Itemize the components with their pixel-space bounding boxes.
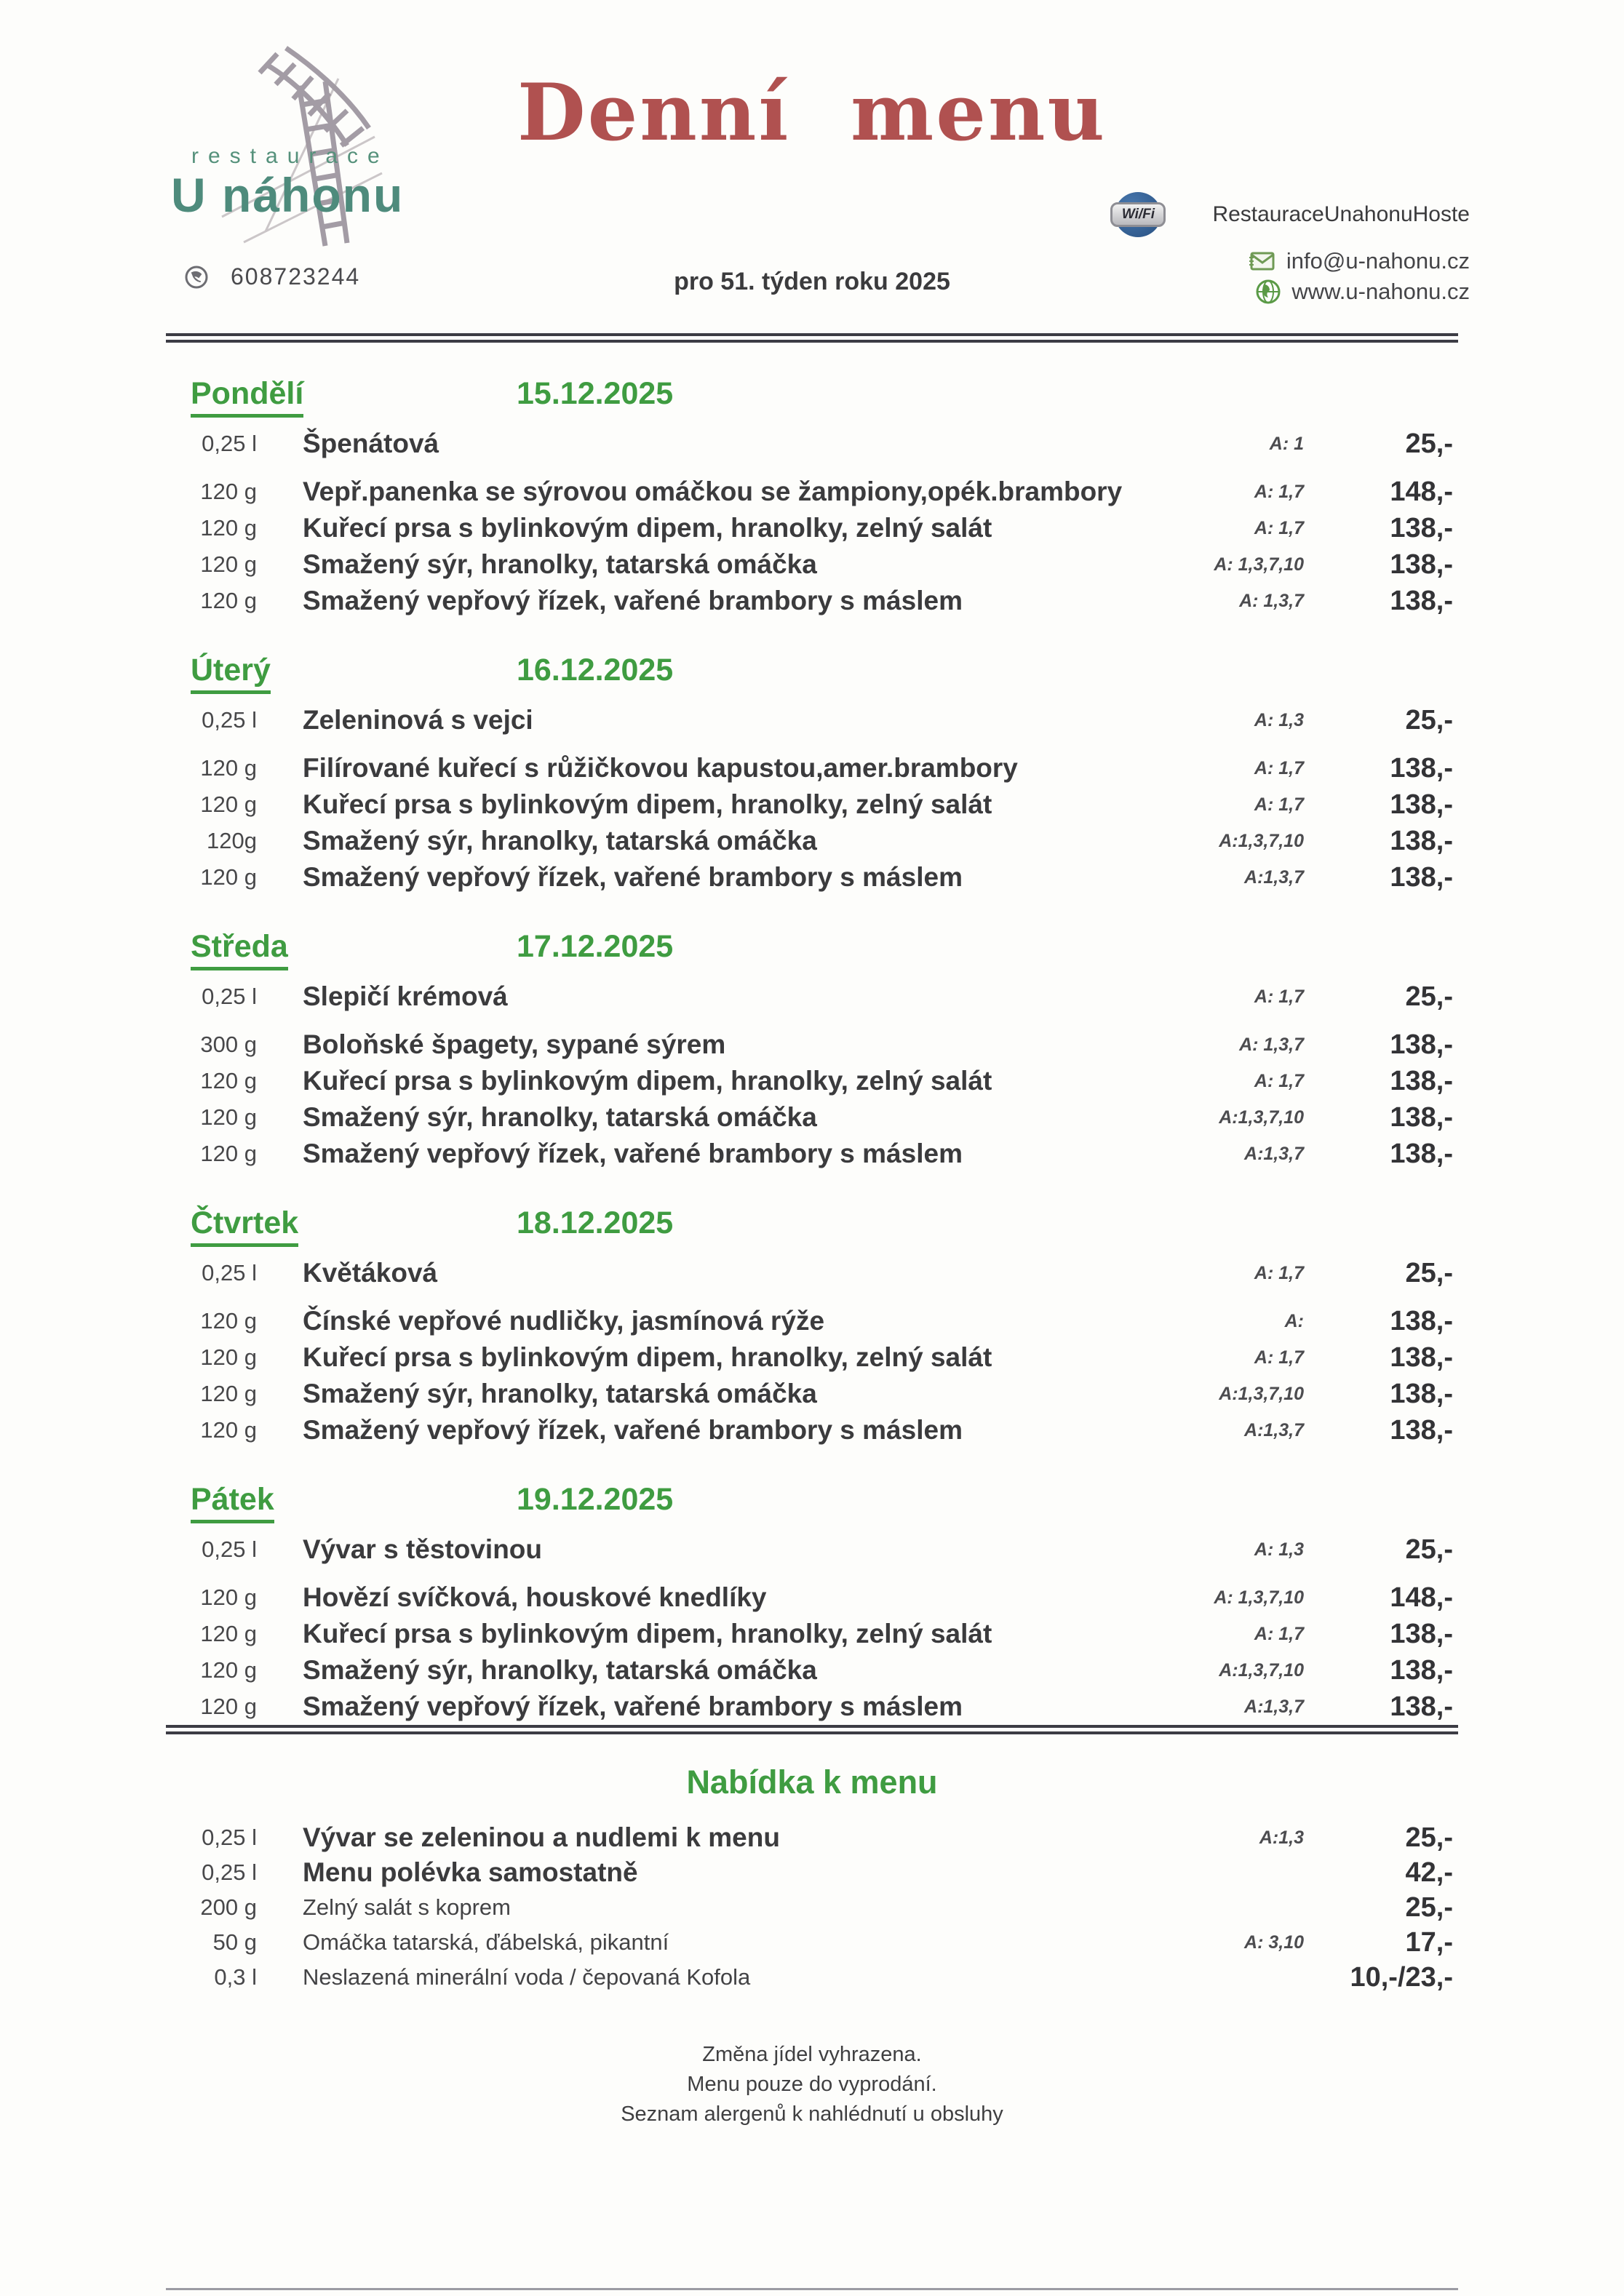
day-header — [171, 896, 1453, 978]
allergens: A: 3,10 — [1244, 1932, 1304, 1953]
wifi-ssid: RestauraceUnahonuHoste — [1212, 202, 1470, 226]
day-section — [171, 1448, 1453, 1725]
main-dish-row — [171, 1027, 1453, 1063]
price: 148,- — [1390, 476, 1453, 507]
price: 10,-/23,- — [1350, 1961, 1453, 1993]
day-date: 19.12.2025 — [517, 1482, 674, 1517]
quantity: 50 g — [212, 1929, 257, 1955]
quantity: 120 g — [200, 1381, 257, 1406]
main-dish-row — [171, 859, 1453, 896]
soup-row — [171, 1255, 1453, 1291]
dish-name: Smažený sýr, hranolky, tatarská omáčka — [303, 1655, 817, 1685]
header-divider — [166, 333, 1458, 343]
main-dish-row — [171, 1339, 1453, 1376]
mains-list — [171, 1579, 1453, 1725]
dish-name: Zelný salát s koprem — [303, 1894, 511, 1920]
dish-name: Smažený sýr, hranolky, tatarská omáčka — [303, 1379, 817, 1408]
quantity: 0,25 l — [202, 984, 257, 1009]
extra-item-row — [171, 1890, 1453, 1925]
extra-item-row — [171, 1960, 1453, 1995]
dish-name: Vývar se zeleninou a nudlemi k menu — [303, 1822, 780, 1852]
allergens: A: 1,7 — [1254, 1347, 1304, 1368]
price: 138,- — [1390, 825, 1453, 856]
dish-name: Kuřecí prsa s bylinkovým dipem, hranolky, zelný salát — [303, 1066, 992, 1096]
day-section — [171, 896, 1453, 1172]
extras-heading: Nabídka k menu — [686, 1763, 938, 1801]
mains-list — [171, 1027, 1453, 1172]
day-section — [171, 1172, 1453, 1448]
dish-name: Vepř.panenka se sýrovou omáčkou se žampiony,opék.brambory — [303, 477, 1123, 506]
day-section — [171, 619, 1453, 896]
day-header — [171, 343, 1453, 426]
quantity: 0,25 l — [202, 1260, 257, 1285]
allergens: A:1,3,7 — [1244, 1143, 1304, 1164]
quantity: 120 g — [200, 1344, 257, 1370]
allergens: A:1,3,7,10 — [1219, 1659, 1304, 1681]
quantity: 0,25 l — [202, 431, 257, 456]
main-dish-row — [171, 786, 1453, 823]
dish-name: Kuřecí prsa s bylinkovým dipem, hranolky, zelný salát — [303, 789, 992, 819]
price: 25,- — [1405, 1892, 1453, 1923]
section-divider — [166, 1725, 1458, 1734]
price: 138,- — [1390, 1305, 1453, 1336]
day-date: 16.12.2025 — [517, 653, 674, 687]
main-dish-row — [171, 1136, 1453, 1172]
quantity: 120 g — [200, 1621, 257, 1646]
price: 25,- — [1405, 1534, 1453, 1565]
dish-name: Smažený sýr, hranolky, tatarská omáčka — [303, 826, 817, 856]
price: 25,- — [1405, 1257, 1453, 1288]
phone-number: 608723244 — [231, 263, 361, 290]
allergens: A: — [1284, 1310, 1304, 1331]
allergens: A: 1,3,7 — [1239, 1034, 1304, 1055]
allergens: A: 1,7 — [1254, 481, 1304, 502]
allergens: A:1,3 — [1259, 1827, 1304, 1848]
bottom-rule — [166, 2288, 1458, 2290]
main-dish-row — [171, 1412, 1453, 1448]
weekly-menu — [171, 343, 1453, 1725]
main-dish-row — [171, 1063, 1453, 1099]
main-dish-row — [171, 510, 1453, 546]
allergens: A: 1,3 — [1254, 1539, 1304, 1560]
main-dish-row — [171, 583, 1453, 619]
price: 25,- — [1405, 981, 1453, 1012]
allergens: A: 1,7 — [1254, 517, 1304, 538]
dish-name: Čínské vepřové nudličky, jasmínová rýže — [303, 1306, 825, 1336]
price: 138,- — [1390, 861, 1453, 893]
main-dish-row — [171, 1652, 1453, 1689]
allergens: A:1,3,7,10 — [1219, 1383, 1304, 1404]
soup-row — [171, 978, 1453, 1015]
day-header — [171, 1172, 1453, 1255]
quantity: 200 g — [200, 1894, 257, 1920]
price: 25,- — [1405, 1822, 1453, 1853]
quantity: 0,25 l — [202, 1825, 257, 1850]
allergens: A:1,3,7,10 — [1219, 1107, 1304, 1128]
dish-name: Kuřecí prsa s bylinkovým dipem, hranolky, zelný salát — [303, 1342, 992, 1372]
main-dish-row — [171, 1616, 1453, 1652]
wifi-info — [1110, 191, 1470, 239]
allergens: A: 1 — [1269, 433, 1304, 454]
day-name: Úterý — [191, 653, 271, 694]
dish-name: Omáčka tatarská, ďábelská, pikantní — [303, 1929, 669, 1955]
extra-item-row — [171, 1925, 1453, 1960]
dish-name: Vývar s těstovinou — [303, 1534, 543, 1564]
quantity: 0,3 l — [214, 1964, 257, 1990]
allergens: A: 1,3,7 — [1239, 590, 1304, 611]
day-header — [171, 1448, 1453, 1531]
price: 138,- — [1390, 789, 1453, 820]
price: 138,- — [1390, 1654, 1453, 1686]
dish-name: Smažený vepřový řízek, vařené brambory s máslem — [303, 1139, 963, 1168]
footer-line: Změna jídel vyhrazena. — [702, 2043, 922, 2066]
allergens: A: 1,3,7,10 — [1214, 1587, 1304, 1608]
dish-name: Kuřecí prsa s bylinkovým dipem, hranolky, zelný salát — [303, 513, 992, 543]
mains-list — [171, 474, 1453, 619]
main-dish-row — [171, 474, 1453, 510]
page-title: Denní menu — [517, 67, 1107, 159]
main-dish-row — [171, 750, 1453, 786]
day-header — [171, 619, 1453, 702]
quantity: 120 g — [200, 588, 257, 613]
quantity: 120 g — [200, 864, 257, 890]
allergens: A:1,3,7 — [1244, 1419, 1304, 1440]
dish-name: Menu polévka samostatně — [303, 1857, 638, 1887]
dish-name: Smažený sýr, hranolky, tatarská omáčka — [303, 1102, 817, 1132]
price: 138,- — [1390, 1691, 1453, 1722]
allergens: A: 1,7 — [1254, 986, 1304, 1007]
day-date: 17.12.2025 — [517, 929, 674, 964]
price: 138,- — [1390, 1101, 1453, 1133]
quantity: 120 g — [200, 792, 257, 817]
price: 148,- — [1390, 1582, 1453, 1613]
price: 25,- — [1405, 704, 1453, 736]
day-name: Pondělí — [191, 376, 303, 418]
price: 138,- — [1390, 1138, 1453, 1169]
main-dish-row — [171, 1376, 1453, 1412]
extras-list — [171, 1820, 1453, 1995]
soup-row — [171, 426, 1453, 462]
dish-name: Smažený sýr, hranolky, tatarská omáčka — [303, 549, 817, 579]
quantity: 120 g — [200, 1417, 257, 1443]
main-dish-row — [171, 1579, 1453, 1616]
allergens: A: 1,7 — [1254, 794, 1304, 815]
dish-name: Slepičí krémová — [303, 981, 508, 1011]
price: 138,- — [1390, 512, 1453, 543]
allergens: A: 1,3 — [1254, 709, 1304, 730]
dish-name: Kuřecí prsa s bylinkovým dipem, hranolky, zelný salát — [303, 1619, 992, 1649]
day-name: Čtvrtek — [191, 1205, 298, 1247]
allergens: A:1,3,7 — [1244, 866, 1304, 888]
allergens: A:1,3,7 — [1244, 1696, 1304, 1717]
dish-name: Smažený vepřový řízek, vařené brambory s máslem — [303, 1691, 963, 1721]
extras-section — [171, 1734, 1453, 1995]
quantity: 300 g — [200, 1032, 257, 1057]
allergens: A: 1,3,7,10 — [1214, 554, 1304, 575]
price: 138,- — [1390, 1378, 1453, 1409]
quantity: 120 g — [200, 479, 257, 504]
dish-name: Květáková — [303, 1258, 438, 1288]
quantity: 120 g — [200, 1694, 257, 1719]
main-dish-row — [171, 823, 1453, 859]
price: 25,- — [1405, 428, 1453, 459]
allergens: A:1,3,7,10 — [1219, 830, 1304, 851]
logo-name-text: U náhonu — [171, 168, 405, 222]
day-date: 15.12.2025 — [517, 376, 674, 411]
main-dish-row — [171, 1689, 1453, 1725]
price: 138,- — [1390, 752, 1453, 784]
dish-name: Smažený vepřový řízek, vařené brambory s máslem — [303, 862, 963, 892]
dish-name: Smažený vepřový řízek, vařené brambory s máslem — [303, 1415, 963, 1445]
extra-item-row — [171, 1820, 1453, 1855]
quantity: 120 g — [200, 1308, 257, 1334]
allergens: A: 1,7 — [1254, 1070, 1304, 1091]
quantity: 120 g — [200, 1068, 257, 1093]
price: 138,- — [1390, 585, 1453, 616]
quantity: 120 g — [200, 515, 257, 541]
quantity: 120 g — [200, 1141, 257, 1166]
main-dish-row — [171, 1303, 1453, 1339]
dish-name: Neslazená minerální voda / čepovaná Kofola — [303, 1964, 751, 1990]
quantity: 120 g — [200, 755, 257, 781]
week-subtitle: pro 51. týden roku 2025 — [674, 268, 950, 295]
quantity: 0,25 l — [202, 1536, 257, 1562]
dish-name: Hovězí svíčková, houskové knedlíky — [303, 1582, 767, 1612]
quantity: 120 g — [200, 1657, 257, 1683]
footer-line: Seznam alergenů k nahlédnutí u obsluhy — [621, 2102, 1003, 2126]
dish-name: Filírované kuřecí s růžičkovou kapustou,amer.brambory — [303, 753, 1018, 783]
price: 138,- — [1390, 549, 1453, 580]
quantity: 120g — [207, 828, 257, 853]
footer-line: Menu pouze do vyprodání. — [687, 2073, 937, 2096]
mains-list — [171, 1303, 1453, 1448]
price: 138,- — [1390, 1065, 1453, 1096]
price: 138,- — [1390, 1029, 1453, 1060]
quantity: 0,25 l — [202, 707, 257, 733]
price: 17,- — [1405, 1926, 1453, 1958]
dish-name: Špenátová — [303, 428, 439, 458]
price: 42,- — [1405, 1857, 1453, 1888]
dish-name: Smažený vepřový řízek, vařené brambory s máslem — [303, 586, 963, 615]
quantity: 120 g — [200, 551, 257, 577]
quantity: 120 g — [200, 1104, 257, 1130]
email-address: info@u-nahonu.cz — [1286, 248, 1470, 274]
day-section — [171, 343, 1453, 619]
wifi-icon: Wi/Fi — [1110, 191, 1166, 239]
main-dish-row — [171, 546, 1453, 583]
mains-list — [171, 750, 1453, 896]
logo-restaurace-text: restaurace — [191, 144, 389, 168]
document-header — [0, 0, 1624, 333]
price: 138,- — [1390, 1342, 1453, 1373]
main-dish-row — [171, 1099, 1453, 1136]
footer-notes — [0, 2040, 1624, 2129]
allergens: A: 1,7 — [1254, 1623, 1304, 1644]
price: 138,- — [1390, 1414, 1453, 1446]
price: 138,- — [1390, 1618, 1453, 1649]
dish-name: Zeleninová s vejci — [303, 705, 533, 735]
dish-name: Boloňské špagety, sypané sýrem — [303, 1029, 726, 1059]
soup-row — [171, 702, 1453, 738]
day-name: Pátek — [191, 1482, 274, 1523]
day-date: 18.12.2025 — [517, 1205, 674, 1240]
extra-item-row — [171, 1855, 1453, 1890]
allergens: A: 1,7 — [1254, 1262, 1304, 1283]
allergens: A: 1,7 — [1254, 757, 1304, 778]
day-name: Středa — [191, 929, 288, 970]
quantity: 120 g — [200, 1585, 257, 1610]
soup-row — [171, 1531, 1453, 1568]
quantity: 0,25 l — [202, 1859, 257, 1885]
website-address: www.u-nahonu.cz — [1291, 279, 1470, 304]
